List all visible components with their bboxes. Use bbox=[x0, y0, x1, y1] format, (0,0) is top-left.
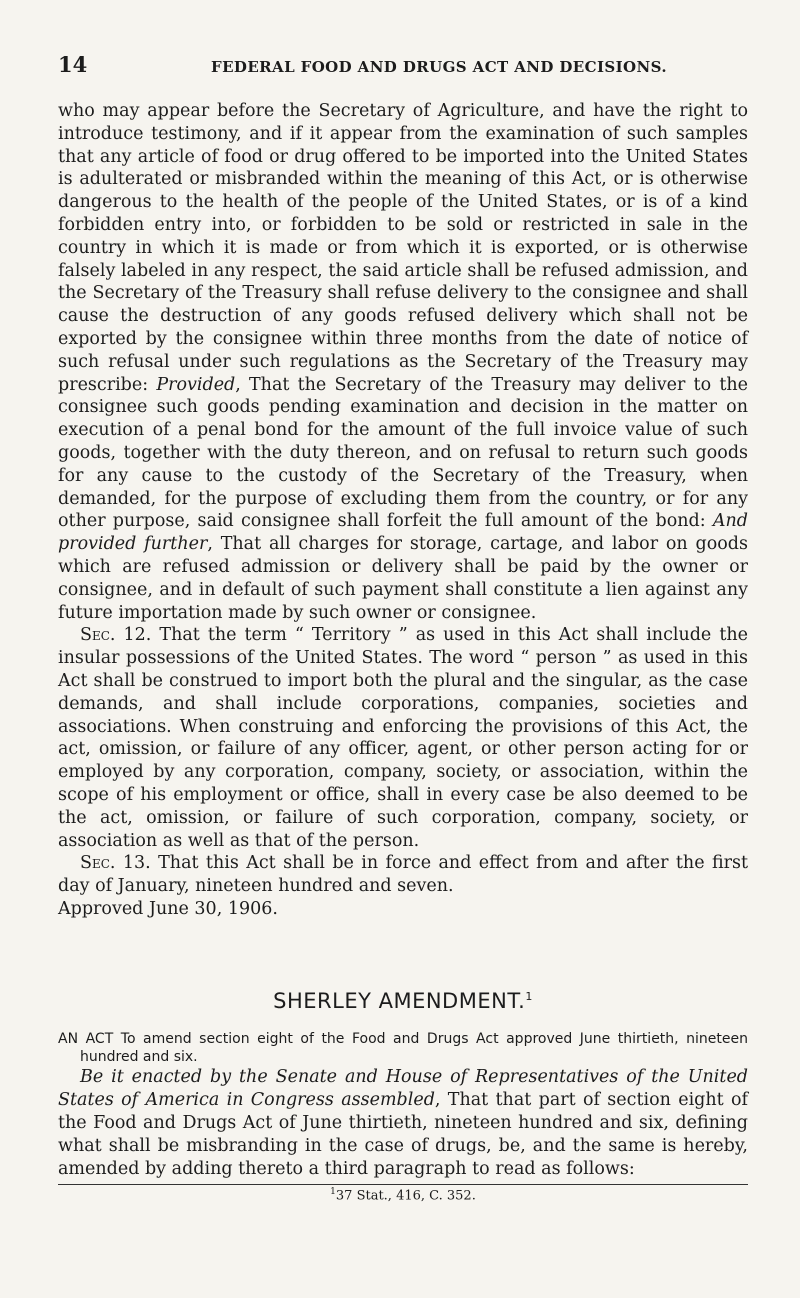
body-text bbox=[58, 100, 748, 1180]
section-12-text: That the term “ Territory ” as used in this Act shall include the insular possessions of the United States. The word “ person ” as used in this Act shall be construed to import both the plural and the singular, as the case demands, and shall include corporations, companies, societies and associations. When construing and enforcing the provisions of this Act, the act, omission, or failure of any officer, agent, or other person acting for or employed by any corporation, company, society, or association, within the scope of his employment or office, shall in every case be also deemed to be the act, omission, or failure of such corporation, company, society, or association as well as that of the person. bbox=[58, 625, 748, 851]
page-number: 14 bbox=[58, 52, 88, 77]
enacting-clause bbox=[58, 1066, 748, 1180]
section-13-text: That this Act shall be in force and effect from and after the first day of January, nineteen hundred and seven. bbox=[58, 853, 748, 897]
para1-part-a: who may appear before the Secretary of Agriculture, and have the right to introduce testimony, and if it appear from the examination of such samples that any article of food or drug offered to be imported into the United States is adulterated or misbranded within the meaning of this Act, or is otherwise dangerous to the health of the people of the United States, or is of a kind forbidden entry into, or forbidden to be sold or restricted in sale in the country in which it is made or from which it is exported, or is otherwise falsely labeled in any respect, the said article shall be refused admission, and the Secretary of the Treasury shall refuse delivery to the consignee and shall cause the destruction of any goods refused delivery which shall not be exported by the consignee within three months from the date of notice of such refusal under such regulations as the Secretary of the Treasury may prescribe: bbox=[58, 101, 748, 395]
enacting-text: , That that part of section eight of the Food and Drugs Act of June thirtieth, nineteen hundred and six, defining what shall be misbranding in the case of drugs, be, and the same is hereby, amended by adding thereto a third paragraph to read as follows: bbox=[58, 1090, 749, 1179]
section-13-label: Sec. 13. bbox=[80, 853, 151, 874]
approved-line: Approved June 30, 1906. bbox=[58, 898, 278, 919]
footnote-text: 37 Stat., 416, C. 352. bbox=[335, 1188, 476, 1204]
footnote bbox=[58, 1187, 748, 1203]
running-head bbox=[58, 52, 748, 82]
footnote-rule bbox=[58, 1184, 748, 1185]
section-12-label: Sec. 12. bbox=[80, 625, 152, 646]
section-12 bbox=[58, 624, 748, 852]
paragraph-continuation bbox=[58, 100, 748, 624]
footnote-reference: 1 bbox=[525, 989, 533, 1003]
enacting-italic: Be it enacted by the Senate and House of Representatives of the United States of America in Congress assembled bbox=[58, 1067, 748, 1111]
footnote-marker: 1 bbox=[330, 1187, 336, 1198]
running-title: FEDERAL FOOD AND DRUGS ACT AND DECISIONS. bbox=[211, 58, 667, 76]
para1-part-b: , That the Secretary of the Treasury may deliver to the consignee such goods pending examination and decision in the matter on execution of a penal bond for the amount of the full invoice value of such goods, together with the duty thereon, and on refusal to return such goods for any cause to the custody of the Secretary of the Treasury, when demanded, for the purpose of excluding them from the country, or for any other purpose, said consignee shall forfeit the full amount of the bond: bbox=[58, 374, 748, 532]
amendment-heading-text: SHERLEY AMENDMENT. bbox=[273, 988, 526, 1013]
amendment-heading bbox=[58, 986, 748, 1013]
para1-part-c: , That all charges for storage, cartage, and labor on goods which are refused admission or delivery shall be paid by the owner or consignee, and in default of such payment shall constitute a lien against any future importation made by such owner or consignee. bbox=[58, 534, 748, 623]
provided-italic: Provided bbox=[156, 374, 236, 395]
act-intro: AN ACT To amend section eight of the Food and Drugs Act approved June thirtieth, nineteen hundred and six. bbox=[58, 1031, 748, 1066]
section-13 bbox=[58, 852, 748, 898]
provided-further-italic: And provided further bbox=[58, 511, 748, 555]
